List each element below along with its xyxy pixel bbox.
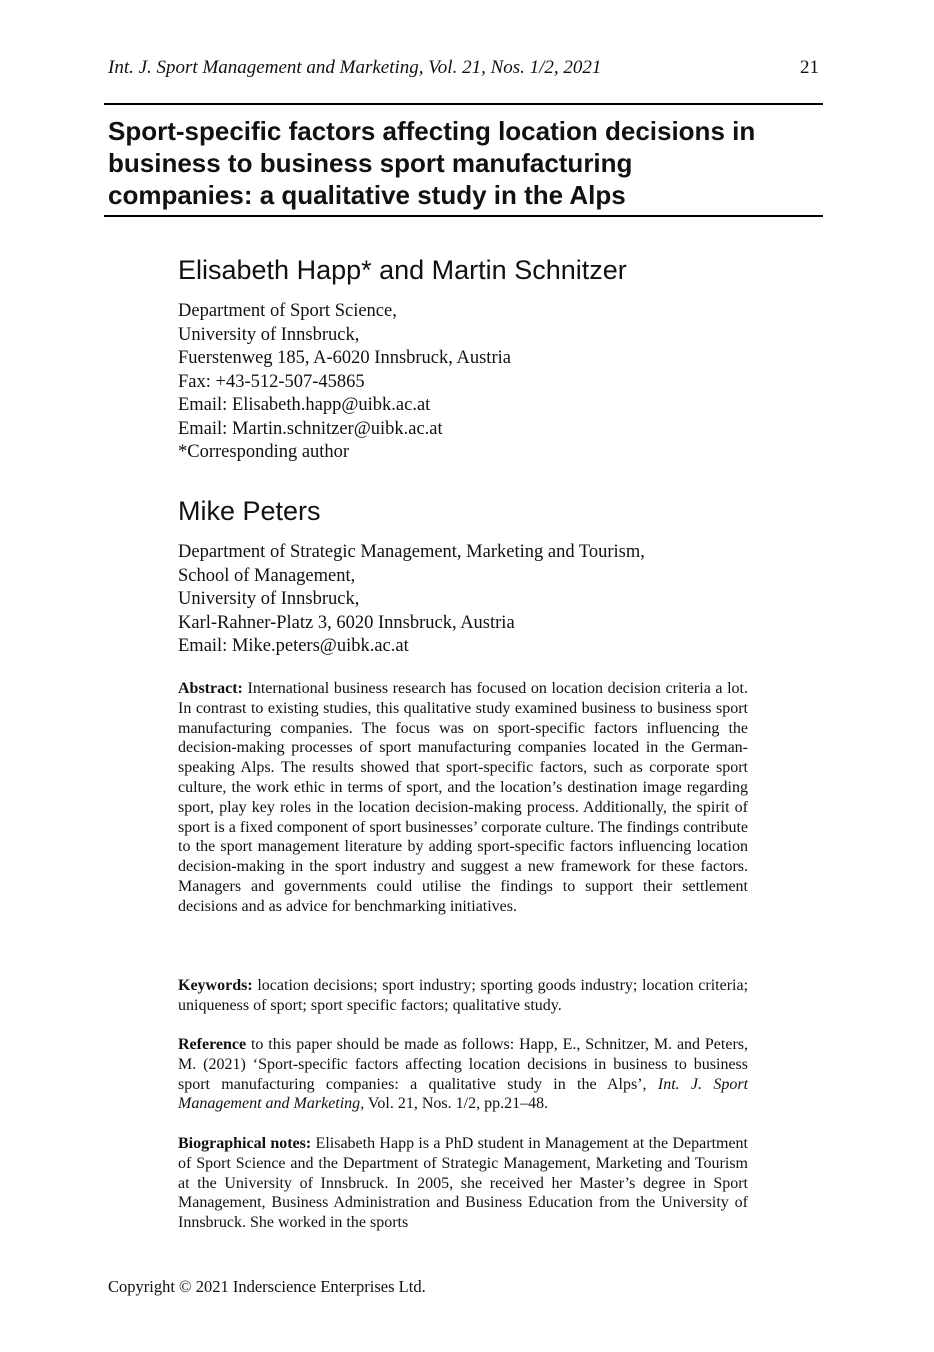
affiliation-line: Fax: +43-512-507-45865 <box>178 371 365 392</box>
affiliation-line: School of Management, <box>178 565 356 586</box>
affiliation-line: Department of Sport Science, <box>178 301 397 321</box>
biographical-notes <box>178 1134 748 1233</box>
title-bottom-rule <box>104 215 823 217</box>
affiliation-2 <box>178 541 645 659</box>
author-names-1: Elisabeth Happ* and Martin Schnitzer <box>178 255 627 285</box>
biography-text: Elisabeth Happ is a PhD student in Management at the Department of Sport Science and the Department of Strategic Management, Marketing and Tourism at the University of Innsbruck. In 2005, she received her Master’s degree in Sport Management, Business Administration and Business Education from the University of Innsbruck. She worked in the sports <box>178 1135 749 1232</box>
abstract-text: International business research has focused on location decision criteria a lot. In contrast to existing studies, this qualitative study examined business to business sport manufacturing companies. The focus was on sport-specific factors influencing the decision-making processes of sport manufacturing companies located in the German-speaking Alps. The results showed that sport-specific factors, such as corporate sport culture, the work ethic in terms of sport, and the location’s destination image regarding sport, play key roles in the location decision-making process. Additionally, the spirit of sport is a fixed component of sport businesses’ corporate culture. The findings contribute to the sport management literature by adding sport-specific factors influencing location decision-making in the sport industry and suggest a new framework for these factors. Managers and governments could utilise the findings to support their settlement decisions and as advice for benchmarking initiatives. <box>178 680 748 915</box>
abstract <box>178 679 748 917</box>
affiliation-line: Fuerstenweg 185, A-6020 Innsbruck, Austria <box>178 348 511 368</box>
reference-label: Reference <box>178 1036 247 1053</box>
email-line: Email: Martin.schnitzer@uibk.ac.at <box>178 418 443 439</box>
affiliation-line: University of Innsbruck, <box>178 324 360 345</box>
reference-volume: , Vol. 21, Nos. 1/2, pp.21–48. <box>360 1095 549 1113</box>
copyright-notice: Copyright © 2021 Inderscience Enterprises Ltd. <box>108 1277 426 1296</box>
corresponding-author-note: *Corresponding author <box>178 442 350 462</box>
affiliation-line: Karl-Rahner-Platz 3, 6020 Innsbruck, Austria <box>178 612 515 633</box>
title-line: Sport-specific factors affecting location decisions in <box>108 116 756 146</box>
author-names-2: Mike Peters <box>178 496 321 526</box>
email-line: Email: Elisabeth.happ@uibk.ac.at <box>178 395 431 415</box>
running-head-journal: Int. J. Sport Management and Marketing, Vol. 21, Nos. 1/2, 2021 <box>108 57 602 78</box>
affiliation-line: University of Innsbruck, <box>178 589 360 609</box>
paper-title <box>108 115 823 211</box>
title-top-rule <box>104 103 823 105</box>
keywords-text: location decisions; sport industry; sporting goods industry; location criteria; uniqueness of sport; sport specific factors; qualitative study. <box>178 977 749 1014</box>
reference-text: to this paper should be made as follows: Happ, E., Schnitzer, M. and Peters, M. (2021) ‘Sport-specific factors affecting location decisions in business to business sport manufacturing companies: a qualitative study in the Alps’, <box>178 1036 748 1093</box>
reference-journal: Int. J. Sport Management and Marketing <box>178 1075 749 1113</box>
abstract-label: Abstract: <box>178 680 243 697</box>
reference <box>178 1035 748 1114</box>
title-line: business to business sport manufacturing <box>108 148 633 178</box>
biography-label: Biographical notes: <box>178 1135 312 1152</box>
affiliation-line: Department of Strategic Management, Marketing and Tourism, <box>178 542 645 562</box>
keywords <box>178 976 748 1016</box>
email-line: Email: Mike.peters@uibk.ac.at <box>178 636 409 656</box>
page-number: 21 <box>800 57 819 78</box>
affiliation-1 <box>178 300 511 465</box>
title-line: companies: a qualitative study in the Alps <box>108 180 626 210</box>
keywords-label: Keywords: <box>178 977 253 994</box>
